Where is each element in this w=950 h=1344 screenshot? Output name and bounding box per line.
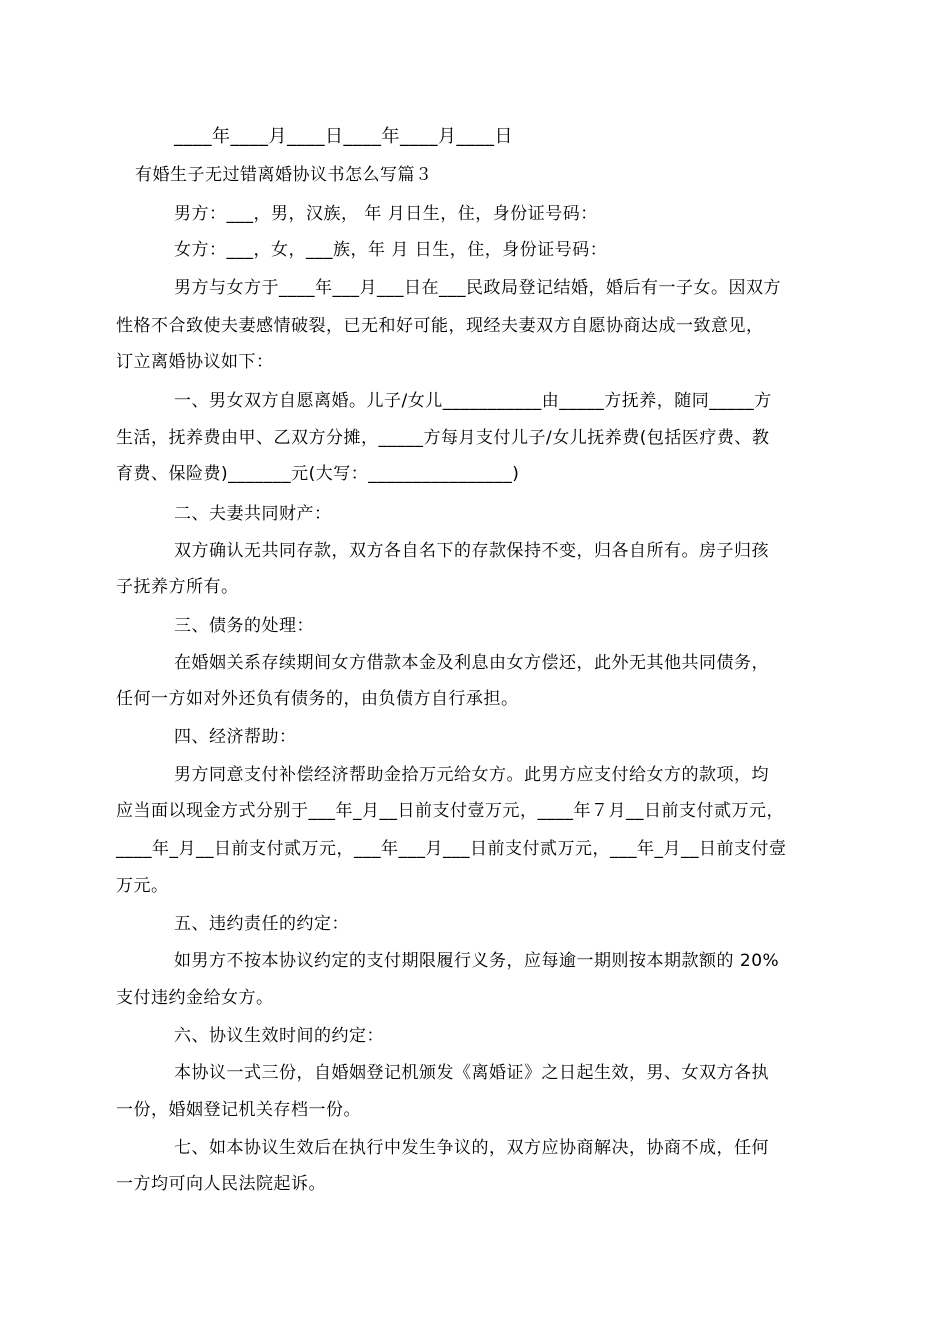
- paragraph-line: 男方与女方于____年___月___日在___民政局登记结婚，婚后有一子女。因双方: [174, 278, 781, 298]
- clause-line: 子抚养方所有。: [116, 577, 239, 597]
- clause-line: 育费、保险费)_______元(大写：________________): [116, 464, 520, 484]
- section-title: 有婚生子无过错离婚协议书怎么写篇３: [135, 165, 433, 185]
- clause-line: 男方同意支付补偿经济帮助金拾万元给女方。此男方应支付给女方的款项，均: [174, 765, 769, 785]
- clause-line: 一份，婚姻登记机关存档一份。: [116, 1100, 361, 1120]
- clause-line: ____年_月__日前支付贰万元，___年___月___日前支付贰万元，___年_月__日前支付壹: [116, 839, 787, 859]
- male-party-line: 男方：___，男，汉族， 年 月日生，住，身份证号码：: [174, 204, 598, 224]
- clause-line: 支付违约金给女方。: [116, 988, 274, 1008]
- clause-line: 万元。: [116, 876, 169, 896]
- paragraph-line: 订立离婚协议如下：: [116, 352, 274, 372]
- clause-line: 一方均可向人民法院起诉。: [116, 1174, 326, 1194]
- clause-heading: 三、债务的处理：: [174, 616, 314, 636]
- clause-heading: 六、协议生效时间的约定：: [174, 1026, 384, 1046]
- clause-line: 生活，抚养费由甲、乙双方分摊，_____方每月支付儿子/女儿抚养费(包括医疗费、教: [116, 428, 770, 448]
- date-line: ____年____月____日____年____月____日: [174, 126, 513, 147]
- clause-line: 本协议一式三份，自婚姻登记机颁发《离婚证》之日起生效，男、女双方各执: [174, 1063, 769, 1083]
- clause-line: 应当面以现金方式分别于___年_月__日前支付壹万元，____年７月__日前支付贰万元，: [116, 801, 784, 821]
- clause-line: 双方确认无共同存款，双方各自名下的存款保持不变，归各自所有。房子归孩: [174, 541, 769, 561]
- female-party-line: 女方：___，女，___族，年 月 日生，住，身份证号码：: [174, 240, 608, 260]
- clause-heading: 五、违约责任的约定：: [174, 914, 349, 934]
- clause-line: 在婚姻关系存续期间女方借款本金及利息由女方偿还，此外无其他共同债务，: [174, 653, 769, 673]
- clause-line: 七、如本协议生效后在执行中发生争议的，双方应协商解决，协商不成，任何: [174, 1138, 769, 1158]
- clause-heading: 二、夫妻共同财产：: [174, 504, 332, 524]
- clause-line: 一、男女双方自愿离婚。儿子/女儿___________由_____方抚养，随同_____方: [174, 391, 772, 411]
- clause-line: 任何一方如对外还负有债务的，由负债方自行承担。: [116, 689, 519, 709]
- clause-heading: 四、经济帮助：: [174, 727, 297, 747]
- clause-line: 如男方不按本协议约定的支付期限履行义务，应每逾一期则按本期款额的 20%: [174, 951, 780, 971]
- paragraph-line: 性格不合致使夫妻感情破裂，已无和好可能，现经夫妻双方自愿协商达成一致意见，: [116, 316, 764, 336]
